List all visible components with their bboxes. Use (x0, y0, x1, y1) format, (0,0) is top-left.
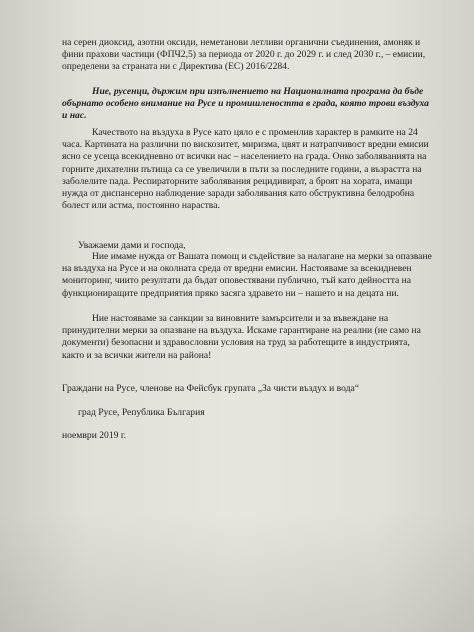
intro-line: фини прахови частици (ФПЧ2,5) за периода от 2020 г. до 2029 г. и след 2030 г., – емисии, (62, 49, 426, 61)
air-line: заболелите пада. Респираторните заболявания рецидивират, а броят на хората, имащи (62, 175, 413, 187)
demand-line: и нас. (62, 110, 87, 122)
air-quality-paragraph (62, 127, 438, 212)
air-line: ясно се усеща всекидневно от всички нас – населението на града. Онко заболяванията на (62, 151, 427, 163)
air-line: часа. Картината на различни по вискозитет, миризма, цвят и натрапчивост вредни емисии (62, 139, 429, 151)
demand-paragraph (62, 86, 438, 123)
appeal-line: мониторинг, чиито резултати да бъдат оповестявани публично, тъй като дейността на (62, 275, 412, 287)
appeal-line: функциониращите предприятия пряко засяга здравето ни – нашето и на децата ни. (62, 287, 399, 299)
intro-line: на серен диоксид, азотни оксиди, неметанови летливи органични съединения, амоняк и (62, 37, 421, 48)
air-line: горните дихателни пътища са се увеличили в пъти за последните години, а възрастта на (62, 163, 422, 175)
air-line: Качеството на въздуха в Русе като цяло е с променлив характер в рамките на 24 (92, 127, 418, 138)
air-line: болест или астма, постоянно нараства. (62, 200, 220, 212)
intro-line: определени за страната ни с Директива (ЕС) 2016/2284. (62, 61, 290, 73)
sanctions-line: Ние настояваме за санкции за виновните замърсители и за въвеждане на (92, 313, 389, 324)
location-line: град Русе, Република България (78, 407, 205, 418)
appeal-line: Ние имаме нужда от Вашата помощ и съдействие за налагане на мерки за опазване (92, 251, 432, 262)
sanctions-line: както и за всички жители на района! (62, 349, 212, 361)
sanctions-paragraph (62, 313, 438, 362)
intro-paragraph (62, 37, 438, 74)
demand-line: Ние, русенци, държим при изпълнението на Националната програма да бъде (92, 86, 424, 97)
greeting: Уважаеми дами и господа, (78, 240, 186, 251)
signature-line: Граждани на Русе, членове на Фейсбук групата „За чисти въздух и вода“ (62, 383, 360, 394)
appeal-paragraph (62, 251, 438, 300)
photo-shadow (0, 512, 474, 632)
sanctions-line: документи) безопасни и здравословни условия на труд за работещите в индустрията, (62, 337, 410, 349)
demand-line: обърнато особено внимание на Русе и промишлеността в града, която трови въздуха (62, 98, 429, 110)
air-line: нужда от диспансерно наблюдение заради заболявания като обструктивна белодробна (62, 188, 415, 200)
sanctions-line: принудителни мерки за опазване на въздуха. Искаме гарантиране на реални (не само на (62, 325, 421, 337)
date-line: ноември 2019 г. (62, 430, 127, 441)
appeal-line: на въздуха на Русе и на околната среда от вредни емисии. Настояваме за всекидневен (62, 263, 412, 275)
